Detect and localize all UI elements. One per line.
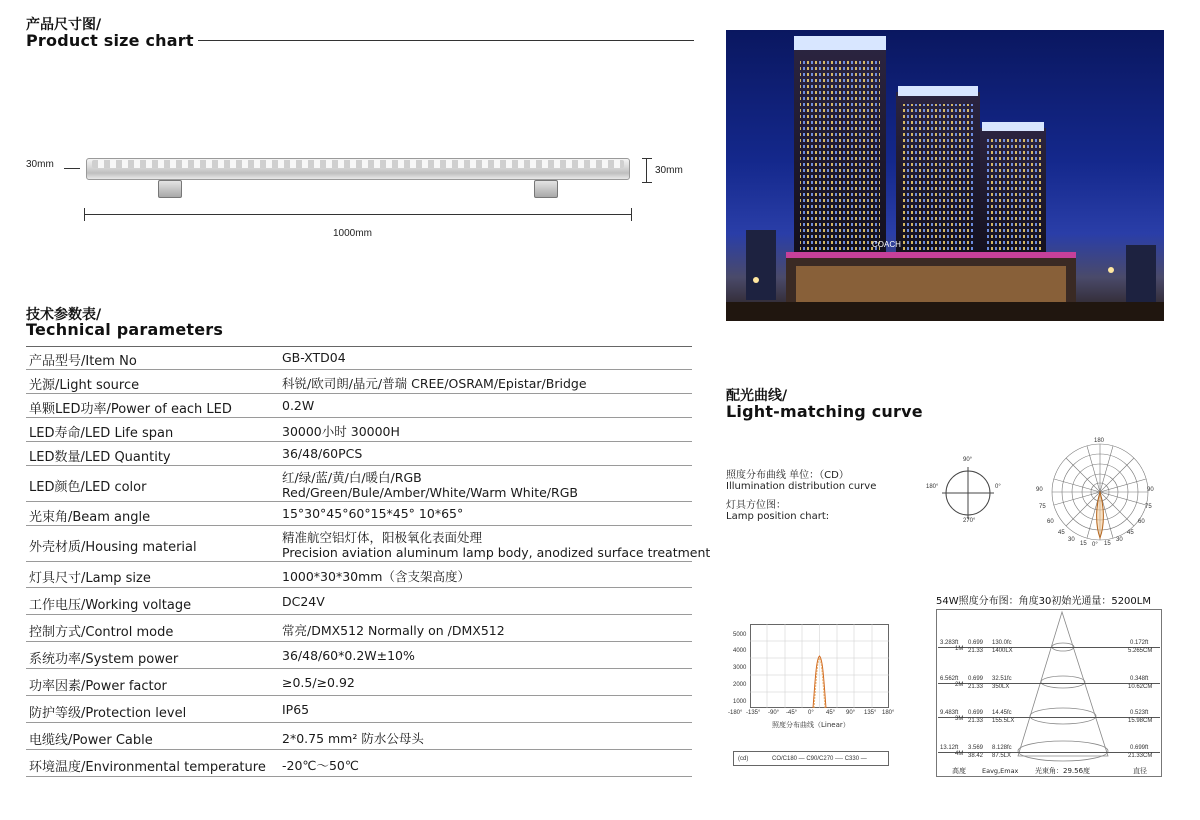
cone-emax-2: 38.42 (968, 753, 984, 759)
cone-distance: 9.483ft (940, 710, 959, 716)
cone-diameter-ft: 0.523ft (1130, 710, 1149, 716)
table-row (26, 466, 692, 502)
param-value-en: Red/Green/Bule/Amber/White/Warm White/RGB (282, 485, 578, 500)
param-value: 0.2W (282, 398, 315, 413)
polar-label: 30 (1116, 537, 1123, 543)
param-value: DC24V (282, 594, 325, 609)
param-value: 2*0.75 mm² 防水公母头 (282, 731, 424, 746)
lamp-bracket-right (534, 180, 558, 198)
polar-label: 30 (1068, 537, 1075, 543)
cone-footer-diameter: 直径 (1133, 767, 1147, 775)
table-row (26, 526, 711, 562)
param-value: GB-XTD04 (282, 350, 346, 365)
x-tick: 90° (846, 710, 856, 716)
table-row (26, 394, 692, 418)
cone-emax: 0.699 (968, 676, 984, 682)
cone-lux-fc: 8.128fc (992, 745, 1012, 751)
cone-lux-fc: 32.51fc (992, 676, 1012, 682)
table-row (26, 588, 692, 615)
param-key: 系统功率/System power (29, 652, 179, 667)
dim-length-end (631, 208, 632, 221)
cone-footer-eavg: Eavg,Emax (982, 767, 1019, 775)
cone-diameter-ft: 0.699ft (1130, 745, 1149, 751)
x-tick: -135° (746, 710, 761, 716)
x-tick: 0° (808, 710, 814, 716)
lamp-position-en: Lamp position chart: (726, 511, 830, 522)
table-row (26, 370, 692, 394)
y-tick: 5000 (733, 632, 747, 638)
dim-right-top (642, 158, 652, 159)
param-key: 单颗LED功率/Power of each LED (29, 402, 232, 417)
legend-unit: (cd) (738, 756, 749, 762)
table-row (26, 418, 692, 442)
table-row (26, 696, 692, 723)
building-photo-illustration (726, 30, 1164, 321)
cone-emax-2: 21.33 (968, 648, 984, 654)
dim-height-right: 30mm (655, 165, 683, 176)
polar-label: 15 (1080, 541, 1087, 547)
product-size-title-zh: 产品尺寸图/ (26, 17, 102, 33)
y-tick: 2000 (733, 682, 747, 688)
x-tick: 45° (826, 710, 836, 716)
param-key: 工作电压/Working voltage (29, 598, 192, 613)
dim-height-left: 30mm (26, 159, 54, 170)
param-value: ≥0.5/≥0.92 (282, 675, 355, 690)
param-key: 光源/Light source (29, 378, 140, 393)
dim-length-line (84, 214, 632, 215)
table-row (26, 669, 692, 696)
lamp-position-circle (940, 465, 996, 521)
table-row (26, 346, 692, 370)
cone-lux-fc: 14.45fc (992, 710, 1012, 716)
legend-series: CO/C180 — C90/C270 ---- C330 — (772, 756, 867, 762)
dim-right-vertical (646, 158, 647, 182)
cone-graphic (1010, 610, 1130, 768)
polar-label: 15 (1104, 541, 1111, 547)
cone-emax-2: 21.33 (968, 718, 984, 724)
linear-chart-graphic (750, 624, 890, 708)
cone-distance: 3.283ft (940, 640, 959, 646)
cone-distance: 13.12ft (940, 745, 959, 751)
param-value-en: Precision aviation aluminum lamp body, anodized surface treatment (282, 545, 711, 560)
dim-length: 1000mm (333, 228, 372, 239)
dim-right-bottom (642, 182, 652, 183)
param-value: -20℃～50℃ (282, 758, 359, 773)
cone-diameter-ft: 0.348ft (1130, 676, 1149, 682)
y-tick: 3000 (733, 665, 747, 671)
param-key: 电缆线/Power Cable (29, 733, 153, 748)
param-value: 36/48/60*0.2W±10% (282, 648, 415, 663)
cone-lux-fc: 130.0fc (992, 640, 1012, 646)
cone-distance-m: 1M (955, 646, 964, 652)
cone-distance-m: 4M (955, 751, 964, 757)
technical-title-zh: 技术参数表/ (26, 307, 102, 323)
title-divider (198, 40, 694, 41)
param-key: 环境温度/Environmental temperature (29, 760, 266, 775)
param-value: 30000小时 30000H (282, 424, 400, 439)
x-tick: -45° (786, 710, 798, 716)
illumination-desc-zh: 照度分布曲线 单位：（CD） (726, 470, 849, 481)
cone-emax: 0.699 (968, 640, 984, 646)
param-key: 外壳材质/Housing material (29, 540, 197, 555)
polar-label-top: 180 (1094, 438, 1105, 444)
cone-distance: 6.562ft (940, 676, 959, 682)
param-key: 防护等级/Protection level (29, 706, 187, 721)
lamp-position-zh: 灯具方位图： (726, 500, 786, 511)
param-value: 15°30°45°60°15*45° 10*65° (282, 506, 464, 521)
cone-diameter-cm: 21.33CM (1128, 753, 1153, 759)
param-key: LED数量/LED Quantity (29, 450, 171, 465)
param-value: IP65 (282, 702, 310, 717)
param-key: 功率因素/Power factor (29, 679, 167, 694)
table-row (26, 615, 692, 642)
cone-distance-m: 3M (955, 716, 964, 722)
polar-label: 45 (1127, 530, 1134, 536)
table-row (26, 723, 692, 750)
param-value: 红/绿/蓝/黄/白/暖白/RGB (282, 470, 422, 485)
cone-lux: 350LX (992, 684, 1010, 690)
cone-title: 54W照度分布图：角度30初始光通量：5200LM (936, 596, 1151, 607)
param-key: 灯具尺寸/Lamp size (29, 571, 151, 586)
table-row (26, 750, 692, 777)
pos-label-0: 0° (995, 484, 1001, 490)
param-value: 精准航空铝灯体，阳极氧化表面处理 (282, 530, 483, 545)
x-tick: -90° (768, 710, 780, 716)
cone-diameter-cm: 15.98CM (1128, 718, 1153, 724)
cone-lux: 1400LX (992, 648, 1013, 654)
table-row (26, 442, 692, 466)
building-sign: COACH (872, 240, 901, 249)
param-key: LED颜色/LED color (29, 480, 147, 495)
x-tick: 135° (864, 710, 877, 716)
y-tick: 1000 (733, 699, 747, 705)
cone-distance-m: 2M (955, 682, 964, 688)
x-tick: 180° (882, 710, 895, 716)
polar-label: 60 (1047, 519, 1054, 525)
dim-length-start (84, 208, 85, 221)
cone-emax-2: 21.33 (968, 684, 984, 690)
polar-label: 75 (1145, 504, 1152, 510)
pos-label-90: 90° (963, 457, 973, 463)
table-row (26, 502, 692, 526)
cone-footer-beam: 光束角：29.56度 (1035, 767, 1091, 775)
polar-label: 90 (1147, 487, 1154, 493)
cone-diameter-ft: 0.172ft (1130, 640, 1149, 646)
cone-emax: 3.569 (968, 745, 984, 751)
cone-emax: 0.699 (968, 710, 984, 716)
param-value: 科锐/欧司朗/晶元/普瑞 CREE/OSRAM/Epistar/Bridge (282, 376, 587, 391)
param-value: 常亮/DMX512 Normally on /DMX512 (282, 623, 505, 638)
param-key: 控制方式/Control mode (29, 625, 174, 640)
table-row (26, 562, 692, 588)
cone-diameter-cm: 5.265CM (1128, 648, 1153, 654)
pos-label-270: 270° (963, 518, 976, 524)
product-size-title-en: Product size chart (26, 31, 194, 50)
polar-label: 60 (1138, 519, 1145, 525)
param-value: 1000*30*30mm（含支架高度） (282, 569, 470, 584)
cone-footer-height: 高度 (952, 767, 966, 775)
polar-label: 45 (1058, 530, 1065, 536)
y-tick: 4000 (733, 648, 747, 654)
x-tick: -180° (728, 710, 743, 716)
param-value: 36/48/60PCS (282, 446, 363, 461)
light-curve-title-en: Light-matching curve (726, 402, 923, 421)
technical-title-en: Technical parameters (26, 320, 224, 339)
lamp-bracket-left (158, 180, 182, 198)
cone-lux: 155.5LX (992, 718, 1015, 724)
cone-lux: 87.5LX (992, 753, 1012, 759)
table-row (26, 642, 692, 669)
polar-label: 75 (1039, 504, 1046, 510)
param-key: 产品型号/Item No (29, 354, 137, 369)
pos-label-180: 180° (926, 484, 939, 490)
param-key: 光束角/Beam angle (29, 510, 151, 525)
light-curve-title-zh: 配光曲线/ (726, 388, 788, 404)
polar-label: 90 (1036, 487, 1043, 493)
polar-label: 0° (1092, 542, 1098, 548)
building-photo (726, 30, 1164, 321)
param-key: LED寿命/LED Life span (29, 426, 174, 441)
linear-chart-caption: 照度分布曲线（Linear） (772, 721, 850, 729)
illumination-desc-en: Illumination distribution curve (726, 481, 877, 492)
cone-diameter-cm: 10.62CM (1128, 684, 1153, 690)
linear-chart-legend (733, 751, 889, 766)
dim-left-tick (64, 168, 80, 169)
lamp-bar-lens (92, 160, 624, 168)
